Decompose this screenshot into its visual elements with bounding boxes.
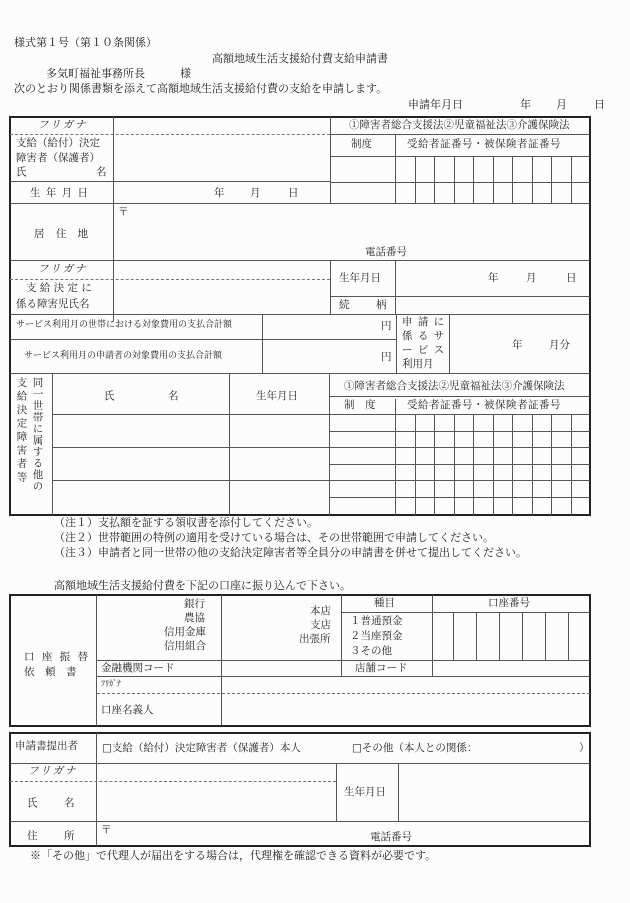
household-row-3[interactable] [53, 481, 329, 514]
application-date-label: 申請年月日 [408, 98, 463, 111]
household-law-header: ①障害者総合支援法②児童福祉法③介護保険法 [344, 380, 565, 392]
account-number-input[interactable] [433, 613, 590, 659]
applicant-cert-label: 受給者証番号・被保険者証番号 [407, 138, 561, 150]
branch-code-label: 店舗コード [355, 662, 408, 674]
applicant-furigana-label: フリガナ [38, 119, 88, 131]
submitter-option-other[interactable]: □その他（本人との関係： [352, 742, 478, 754]
child-relation-label-a: 続 [339, 299, 350, 311]
household-name-header-b: 名 [168, 390, 179, 402]
applicant-name-label-3a: 氏 [16, 166, 27, 178]
application-date-month[interactable]: 月 [556, 98, 567, 111]
child-dob-day[interactable]: 日 [566, 272, 577, 284]
addressee: 多気町福祉事務所長 [46, 67, 145, 80]
submitter-label: 申請書提出者 [15, 740, 78, 752]
holder-furigana-input[interactable] [222, 677, 590, 692]
submitter-option-self[interactable]: □支給（給付）決定障害者（保護者）本人 [102, 742, 301, 754]
institution-type-ja[interactable]: 農協 [184, 612, 205, 624]
intro-text: 次のとおり関係書類を添えて高額地域生活支援給付費の支給を申請します。 [14, 82, 388, 95]
child-dob-label: 生年月日 [339, 272, 381, 284]
holder-name-input[interactable] [222, 694, 590, 725]
application-date-year[interactable]: 年 [520, 98, 531, 111]
submitter-phone-label: 電話番号 [370, 831, 412, 843]
household-total-label: サービス利用月の世帯における対象費用の支払合計額 [16, 320, 233, 330]
institution-type-bank[interactable]: 銀行 [184, 598, 205, 610]
applicant-residence-input[interactable] [114, 204, 590, 244]
household-name-header-a: 氏 [104, 390, 115, 402]
household-side-label-left: 支給決定障害者等 [15, 377, 28, 485]
submitter-postal-mark: 〒 [101, 824, 112, 836]
submitter-furigana-label: フリガナ [28, 765, 78, 777]
institution-code-input[interactable] [222, 661, 340, 675]
applicant-law-header: ①障害者総合支援法②児童福祉法③介護保険法 [349, 119, 570, 131]
note-1: （注１）支払額を証する領収書を添付してください。 [54, 516, 318, 529]
child-furigana-label: フリガナ [38, 263, 88, 275]
applicant-system-label: 制度 [351, 138, 372, 150]
submitter-furigana-input[interactable] [97, 764, 335, 780]
submitter-address-input[interactable] [97, 822, 590, 836]
child-name-input[interactable] [114, 281, 329, 313]
branch-name-input[interactable] [223, 596, 303, 658]
applicant-name-input[interactable] [114, 135, 329, 180]
household-total-input[interactable] [263, 315, 378, 338]
applicant-total-input[interactable] [263, 340, 378, 372]
child-name-label-1: 支 給 決 定 に [26, 282, 92, 294]
service-month-year[interactable]: 年 [512, 339, 523, 351]
note-2: （注２）世帯範囲の特例の適用を受けている場合は、その世帯範囲で申請してください。 [54, 531, 494, 544]
applicant-phone-label: 電話番号 [365, 246, 407, 258]
child-relation-input[interactable] [396, 297, 590, 313]
institution-type-shinkin[interactable]: 信用金庫 [164, 626, 206, 638]
institution-type-credit-union[interactable]: 信用組合 [164, 640, 206, 652]
account-type-header: 種目 [374, 597, 395, 609]
submitter-dob-label: 生年月日 [344, 786, 386, 798]
applicant-residence-label: 居 住 地 [34, 228, 93, 240]
household-side-label-right: 同一世帯に属する他の [31, 377, 44, 492]
applicant-postal-mark: 〒 [118, 206, 129, 218]
household-system-header: 制 度 [344, 399, 376, 411]
submitter-name-label-a: 氏 [27, 797, 38, 809]
household-dob-header: 生年月日 [256, 390, 298, 402]
institution-name-input[interactable] [98, 596, 158, 658]
child-dob-year[interactable]: 年 [488, 272, 499, 284]
household-cert-header: 受給者証番号・被保険者証番号 [407, 399, 561, 411]
note-3: （注３）申請者と同一世帯の他の支給決定障害者等全員分の申請書を併せて提出してください。 [54, 546, 527, 559]
child-name-label-2: 係る障害児氏名 [16, 298, 90, 310]
honorific: 様 [180, 67, 191, 80]
applicant-total-yen: 円 [381, 351, 392, 363]
service-month-label-4: 利用月 [402, 358, 434, 370]
holder-furigana-label: ﾌﾘｶﾞﾅ [101, 679, 121, 688]
submitter-dob-input[interactable] [399, 764, 590, 820]
form-number: 様式第１号（第１０条関係） [14, 36, 157, 49]
footnote: ※「その他」で代理人が届出をする場合は，代理権を確認できる資料が必要です。 [30, 849, 437, 862]
child-dob-month[interactable]: 月 [526, 272, 537, 284]
institution-code-label: 金融機関コード [101, 662, 175, 674]
applicant-name-label-1: 支給（給付）決定 [16, 137, 100, 149]
branch-type-branch[interactable]: 支店 [310, 619, 331, 631]
applicant-name-label-2: 障害者（保護者） [16, 152, 100, 164]
applicant-dob-label: 生 年 月 日 [30, 187, 90, 199]
application-date-day[interactable]: 日 [594, 98, 605, 111]
branch-code-input[interactable] [433, 661, 590, 675]
service-month-label-2: 係 る サ [402, 330, 446, 342]
child-relation-label-b: 柄 [376, 299, 387, 311]
bank-side-label-2: 依 頼 書 [24, 666, 77, 678]
applicant-total-label: サービス利用月の申請者の対象費用の支払合計額 [24, 351, 223, 361]
applicant-dob-day[interactable]: 日 [288, 187, 299, 199]
service-month-label-1: 申 請 に [402, 316, 446, 328]
applicant-furigana-input[interactable] [114, 117, 329, 133]
submitter-name-input[interactable] [97, 783, 335, 820]
bank-instruction: 高額地域生活支援給付費を下記の口座に振り込んで下さい。 [54, 579, 351, 592]
service-month-month[interactable]: 月分 [549, 339, 570, 351]
form-title: 高額地域生活支援給付費支給申請書 [212, 52, 388, 65]
account-type-other[interactable]: ３その他 [350, 645, 392, 657]
account-type-checking[interactable]: ２当座預金 [350, 630, 403, 642]
account-number-header: 口座番号 [488, 597, 530, 609]
submitter-option-other-close: ） [579, 742, 590, 754]
bank-side-label-1: 口 座 振 替 [24, 651, 91, 663]
account-type-ordinary[interactable]: １普通預金 [350, 615, 403, 627]
branch-type-main[interactable]: 本店 [310, 605, 331, 617]
applicant-name-label-3b: 名 [96, 166, 107, 178]
submitter-name-label-b: 名 [64, 797, 75, 809]
submitter-address-label-a: 住 [27, 830, 38, 842]
child-furigana-input[interactable] [114, 261, 329, 278]
household-row-1[interactable] [53, 415, 329, 446]
household-row-2[interactable] [53, 448, 329, 479]
household-total-yen: 円 [381, 320, 392, 332]
service-month-label-3: ー ビ ス [402, 344, 446, 356]
submitter-address-label-b: 所 [64, 830, 75, 842]
applicant-dob-month[interactable]: 月 [250, 187, 261, 199]
branch-type-sub[interactable]: 出張所 [299, 633, 331, 645]
holder-label: 口座名義人 [101, 704, 154, 716]
submitter-relation-input[interactable] [490, 739, 578, 759]
applicant-dob-year[interactable]: 年 [214, 187, 225, 199]
